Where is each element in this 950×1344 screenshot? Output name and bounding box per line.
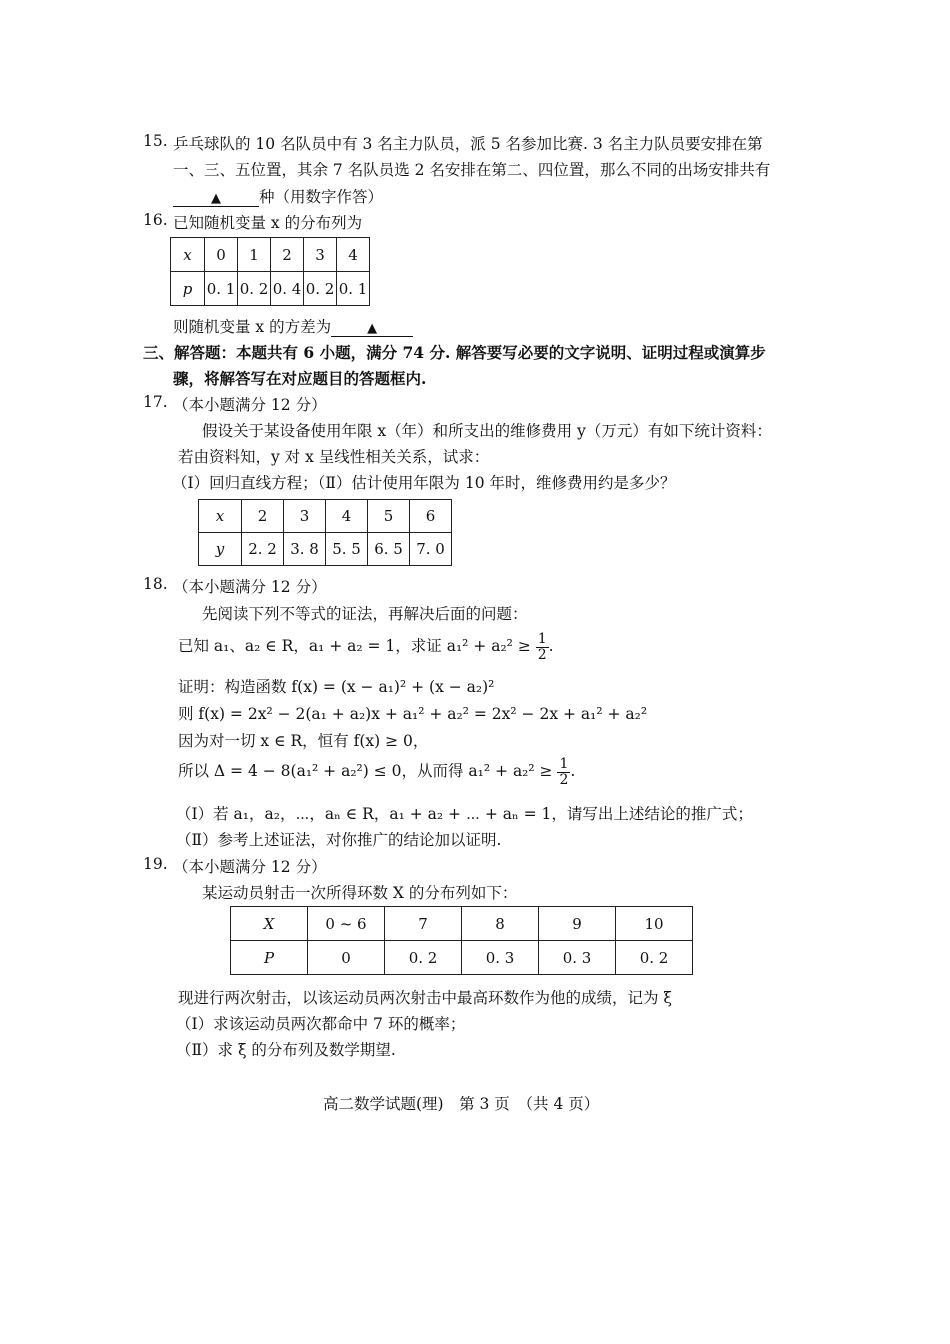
q18-score: （本小题满分 12 分） [173, 578, 327, 596]
q16-intro: 已知随机变量 x 的分布列为 [173, 214, 363, 232]
table-cell: 3 [284, 500, 326, 533]
table-cell: 7. 0 [410, 533, 452, 566]
q18-line1: 先阅读下列不等式的证法，再解决后面的问题： [202, 605, 528, 623]
q15-answer-blank: ▲ [173, 188, 259, 207]
table-cell: 0. 2 [304, 272, 337, 306]
table-cell: p [171, 272, 205, 306]
q17-line2: 若由资料知，y 对 x 呈线性相关关系，试求： [178, 448, 490, 466]
table-cell: 0 [308, 941, 385, 975]
table-cell: x [199, 500, 242, 533]
q17-number: 17. [143, 393, 168, 411]
table-cell: 8 [462, 907, 539, 941]
q18-line5: 因为对一切 x ∈ R，恒有 f(x) ≥ 0， [178, 732, 429, 750]
q17-score: （本小题满分 12 分） [173, 396, 327, 414]
q15-line1: 乒乓球队的 10 名队员中有 3 名主力队员，派 5 名参加比赛. 3 名主力队员要安排在第 [173, 135, 763, 153]
table-cell: 7 [385, 907, 462, 941]
fraction-one-half: $\frac{1}{2}$ [537, 631, 547, 663]
q19-line2: 现进行两次射击，以该运动员两次射击中最高环数作为他的成绩，记为 ξ [178, 989, 672, 1007]
q17-line1: 假设关于某设备使用年限 x（年）和所支出的维修费用 y（万元）有如下统计资料： [202, 422, 772, 440]
q18-line3: 证明：构造函数 f(x) = (x − a₁)² + (x − a₂)² [178, 678, 495, 696]
q18-number: 18. [143, 575, 168, 593]
q18-line7: （Ⅰ）若 a₁，a₂，⋯，aₙ ∈ R，a₁ + a₂ + ⋯ + aₙ = 1，请写出上述结论的推广式； [176, 805, 753, 823]
table-cell: 5. 5 [326, 533, 368, 566]
table-cell: 6. 5 [368, 533, 410, 566]
table-cell: 5 [368, 500, 410, 533]
q16-distribution-table [170, 237, 370, 306]
table-cell: 0. 1 [205, 272, 238, 306]
q19-distribution-table [230, 906, 693, 975]
table-cell: P [231, 941, 308, 975]
q15-line2: 一、三、五位置，其余 7 名队员选 2 名安排在第二、四位置，那么不同的出场安排共有 [173, 161, 771, 179]
table-cell: 0. 2 [616, 941, 693, 975]
table-cell: 0. 3 [462, 941, 539, 975]
q18-line8: （Ⅱ）参考上述证法，对你推广的结论加以证明. [176, 831, 502, 849]
table-cell: 0. 3 [539, 941, 616, 975]
page-footer: 高二数学试题(理) 第 3 页 （共 4 页） [323, 1095, 600, 1113]
q15-number: 15. [143, 132, 168, 150]
table-cell: 0 [205, 238, 238, 272]
table-cell: x [171, 238, 205, 272]
table-cell: 2 [271, 238, 304, 272]
q16-number: 16. [143, 211, 168, 229]
table-cell: 2 [242, 500, 284, 533]
q18-line2: 已知 a₁、a₂ ∈ R，a₁ + a₂ = 1，求证 a₁² + a₂² ≥ $\frac{1}{2}$ . [178, 631, 554, 663]
q15-line3: ▲ 种（用数字作答） [173, 185, 383, 207]
section3-heading: 三、解答题：本题共有 6 小题，满分 74 分. 解答要写必要的文字说明、证明过程或演算步 [143, 343, 766, 362]
q19-line1: 某运动员射击一次所得环数 X 的分布列如下： [202, 884, 518, 902]
table-cell: 0. 4 [271, 272, 304, 306]
q17-data-table [198, 499, 452, 566]
q18-line4: 则 f(x) = 2x² − 2(a₁ + a₂)x + a₁² + a₂² = 2x² − 2x + a₁² + a₂² [178, 705, 648, 723]
table-cell: 3 [304, 238, 337, 272]
table-cell: X [231, 907, 308, 941]
table-cell: 0. 1 [337, 272, 370, 306]
table-cell: 4 [326, 500, 368, 533]
table-cell: 9 [539, 907, 616, 941]
table-cell: y [199, 533, 242, 566]
q19-score: （本小题满分 12 分） [173, 858, 327, 876]
q19-line3: （Ⅰ）求该运动员两次都命中 7 环的概率； [176, 1015, 466, 1033]
table-cell: 2. 2 [242, 533, 284, 566]
table-cell: 1 [238, 238, 271, 272]
table-cell: 3. 8 [284, 533, 326, 566]
table-cell: 0 ~ 6 [308, 907, 385, 941]
table-cell: 4 [337, 238, 370, 272]
q19-number: 19. [143, 855, 168, 873]
table-cell: 0. 2 [385, 941, 462, 975]
fraction-one-half: $\frac{1}{2}$ [559, 756, 569, 788]
table-cell: 10 [616, 907, 693, 941]
q16-answer-blank: ▲ [331, 318, 413, 337]
q18-line6: 所以 Δ = 4 − 8(a₁² + a₂²) ≤ 0，从而得 a₁² + a₂² ≥ $\frac{1}{2}$ . [178, 756, 576, 788]
q17-line3: （Ⅰ）回归直线方程；（Ⅱ）估计使用年限为 10 年时，维修费用约是多少？ [172, 474, 676, 492]
section3-heading-cont: 骤，将解答写在对应题目的答题框内. [173, 369, 427, 388]
table-cell: 0. 2 [238, 272, 271, 306]
q19-line4: （Ⅱ）求 ξ 的分布列及数学期望. [176, 1041, 396, 1059]
q16-answer-line: 则随机变量 x 的方差为 ▲ [173, 315, 413, 337]
table-cell: 6 [410, 500, 452, 533]
